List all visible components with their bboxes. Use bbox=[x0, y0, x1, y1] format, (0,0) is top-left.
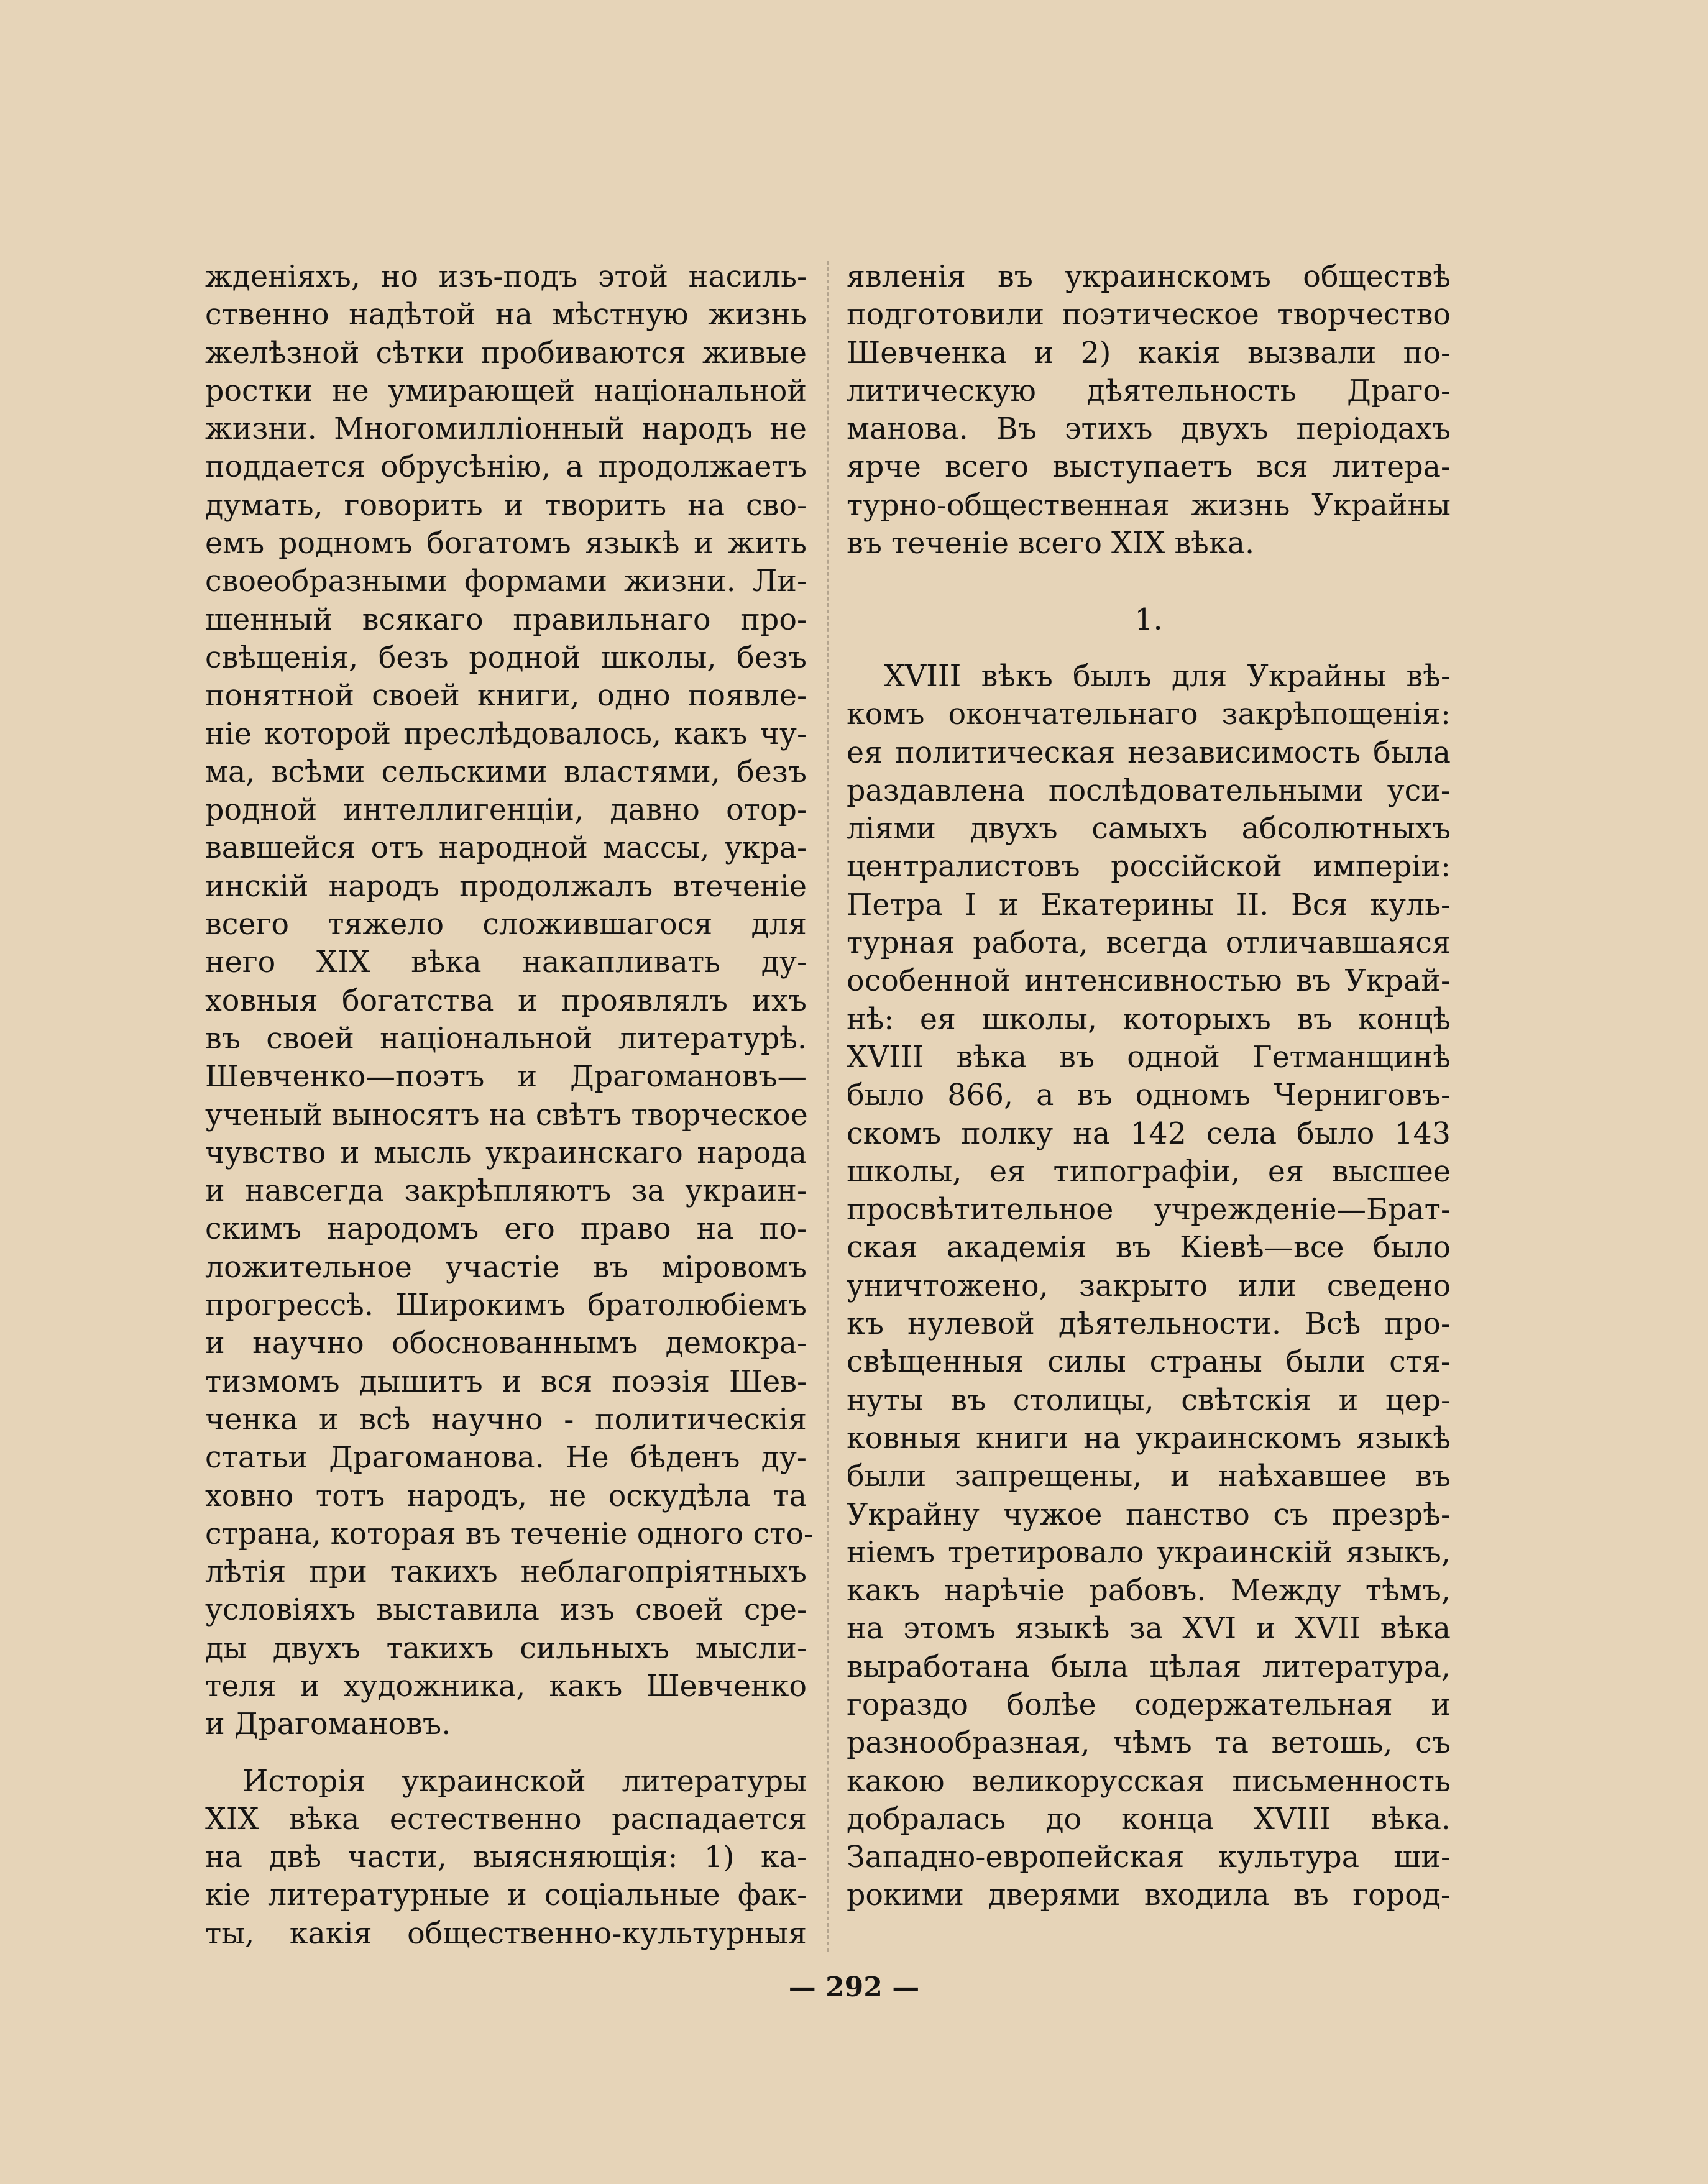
text-line: теля и художника, какъ Шевченко bbox=[205, 1669, 807, 1704]
text-line: въ теченіе всего XIX вѣка. bbox=[847, 526, 1255, 561]
paragraph-spacer bbox=[205, 1744, 807, 1763]
text-line: на этомъ языкѣ за XVI и XVII вѣка bbox=[847, 1612, 1451, 1646]
text-line: особенной интенсивностью въ Украй- bbox=[847, 964, 1451, 999]
text-line: и Драгомановъ. bbox=[205, 1707, 451, 1742]
text-line: какою великорусская письменность bbox=[847, 1764, 1451, 1799]
text-line: статьи Драгоманова. Не бѣденъ ду- bbox=[205, 1441, 807, 1475]
text-line: думать, говорить и творить на сво- bbox=[205, 488, 807, 523]
text-line: явленія въ украинскомъ обществѣ bbox=[847, 260, 1451, 294]
text-line: въ своей національной литературѣ. bbox=[205, 1021, 807, 1056]
text-line: XVIII вѣка въ одной Гетманщинѣ bbox=[847, 1040, 1451, 1075]
text-line: понятной своей книги, одно появле- bbox=[205, 679, 807, 713]
text-line: скомъ полку на 142 села было 143 bbox=[847, 1116, 1451, 1151]
text-line: ды двухъ такихъ сильныхъ мысли- bbox=[205, 1631, 807, 1666]
text-line: тизмомъ дышитъ и вся поэзія Шев- bbox=[205, 1364, 807, 1399]
text-line: кіе литературные и соціальные фак- bbox=[205, 1878, 807, 1913]
text-line: XVIII вѣкъ былъ для Украйны вѣ- bbox=[884, 659, 1451, 694]
text-line: были запрещены, и наѣхавшее въ bbox=[847, 1459, 1451, 1494]
text-line: вавшейся отъ народной массы, укра- bbox=[205, 831, 807, 866]
text-line: гораздо болѣе содержательная и bbox=[847, 1687, 1451, 1722]
text-line: какъ нарѣчіе рабовъ. Между тѣмъ, bbox=[847, 1574, 1451, 1608]
text-line: лѣтія при такихъ неблагопріятныхъ bbox=[205, 1555, 807, 1590]
text-line: къ нулевой дѣятельности. Всѣ про- bbox=[847, 1307, 1451, 1342]
text-line: поддается обрусѣнію, а продолжаетъ bbox=[205, 450, 807, 485]
text-line: XIX вѣка естественно распадается bbox=[205, 1802, 807, 1837]
text-line: страна, которая въ теченіе одного сто- bbox=[205, 1516, 814, 1551]
page-number: — 292 — bbox=[788, 1971, 920, 2003]
right-column bbox=[847, 258, 1451, 1915]
text-line: шенный всякаго правильнаго про- bbox=[205, 602, 807, 637]
text-line: своеобразными формами жизни. Ли- bbox=[205, 564, 807, 599]
text-line: него XIX вѣка накапливать ду- bbox=[205, 945, 807, 980]
text-line: турная работа, всегда отличавшаяся bbox=[847, 926, 1451, 961]
text-line: инскій народъ продолжалъ втеченіе bbox=[205, 869, 807, 904]
text-line: емъ родномъ богатомъ языкѣ и жить bbox=[205, 526, 807, 561]
text-line: условіяхъ выставила изъ своей сре- bbox=[205, 1593, 807, 1628]
text-line: централистовъ россійской имперіи: bbox=[847, 850, 1451, 884]
text-line: манова. Въ этихъ двухъ періодахъ bbox=[847, 412, 1451, 447]
text-line: Петра I и Екатерины II. Вся куль- bbox=[847, 888, 1451, 922]
section-spacer-small bbox=[847, 639, 1451, 658]
text-line: школы, ея типографіи, ея высшее bbox=[847, 1154, 1451, 1189]
text-line: выработана была цѣлая литература, bbox=[847, 1649, 1451, 1684]
text-line: добралась до конца XVIII вѣка. bbox=[847, 1802, 1451, 1837]
text-line: свѣщенія, безъ родной школы, безъ bbox=[205, 640, 807, 675]
text-line: желѣзной сѣтки пробиваются живые bbox=[205, 336, 807, 370]
text-line: Исторія украинской литературы bbox=[242, 1764, 807, 1799]
text-line: ніе которой преслѣдовалось, какъ чу- bbox=[205, 717, 807, 751]
text-line: ея политическая независимость была bbox=[847, 735, 1451, 770]
text-line: уничтожено, закрыто или сведено bbox=[847, 1269, 1451, 1303]
text-line: родной интеллигенціи, давно отор- bbox=[205, 793, 807, 828]
text-line: подготовили поэтическое творчество bbox=[847, 298, 1451, 333]
text-line: на двѣ части, выясняющія: 1) ка- bbox=[205, 1840, 807, 1875]
text-line: ніемъ третировало украинскій языкъ, bbox=[847, 1535, 1451, 1570]
text-line: жизни. Многомилліонный народъ не bbox=[205, 412, 807, 447]
text-line: ученый выносятъ на свѣтъ творческое bbox=[205, 1098, 808, 1132]
text-line: ховно тотъ народъ, не оскудѣла та bbox=[205, 1479, 807, 1513]
text-line: прогрессѣ. Широкимъ братолюбіемъ bbox=[205, 1288, 807, 1323]
text-line: разнообразная, чѣмъ та ветошь, съ bbox=[847, 1726, 1451, 1761]
text-line: жденіяхъ, но изъ-подъ этой насиль- bbox=[205, 260, 807, 294]
text-line: Западно-европейская культура ши- bbox=[847, 1840, 1451, 1875]
text-line: раздавлена послѣдовательными уси- bbox=[847, 773, 1451, 808]
text-line: Украйну чужое панство съ презрѣ- bbox=[847, 1497, 1451, 1532]
text-line: турно-общественная жизнь Украйны bbox=[847, 488, 1451, 523]
text-line: комъ окончательнаго закрѣпощенія: bbox=[847, 697, 1451, 732]
text-line: ственно надѣтой на мѣстную жизнь bbox=[205, 298, 807, 333]
text-line: ховныя богатства и проявлялъ ихъ bbox=[205, 983, 807, 1018]
text-line: и научно обоснованнымъ демокра- bbox=[205, 1326, 807, 1361]
right-paragraph-1 bbox=[847, 258, 1451, 562]
text-line: ковныя книги на украинскомъ языкѣ bbox=[847, 1421, 1451, 1456]
section-spacer bbox=[847, 562, 1451, 600]
text-line: литическую дѣятельность Драго- bbox=[847, 374, 1451, 408]
text-line: ліями двухъ самыхъ абсолютныхъ bbox=[847, 812, 1451, 847]
text-line: рокими дверями входила въ город- bbox=[847, 1878, 1451, 1913]
text-line: нуты въ столицы, свѣтскія и цер- bbox=[847, 1383, 1451, 1418]
text-line: свѣщенныя силы страны были стя- bbox=[847, 1345, 1451, 1380]
text-line: ма, всѣми сельскими властями, безъ bbox=[205, 755, 807, 789]
text-line: ченка и всѣ научно - политическія bbox=[205, 1402, 807, 1437]
text-line: чувство и мысль украинскаго народа bbox=[205, 1136, 807, 1170]
text-line: ростки не умирающей національной bbox=[205, 374, 807, 408]
left-column bbox=[205, 258, 814, 1953]
text-line: просвѣтительное учрежденіе—Брат- bbox=[847, 1193, 1451, 1227]
text-line: ты, какія общественно-культурныя bbox=[205, 1916, 807, 1951]
text-line: нѣ: ея школы, которыхъ въ концѣ bbox=[847, 1002, 1451, 1037]
text-line: ложительное участіе въ міровомъ bbox=[205, 1250, 807, 1285]
text-line: и навсегда закрѣпляютъ за украин- bbox=[205, 1174, 807, 1209]
left-paragraph-2 bbox=[205, 1763, 807, 1953]
section-number: 1. bbox=[1134, 602, 1163, 637]
text-line: было 866, а въ одномъ Черниговъ- bbox=[847, 1078, 1451, 1113]
text-line: ская академія въ Кіевѣ—все было bbox=[847, 1231, 1451, 1265]
text-line: Шевченка и 2) какія вызвали по- bbox=[847, 336, 1451, 370]
right-section-paragraph bbox=[847, 658, 1451, 1915]
left-paragraph-1 bbox=[205, 258, 814, 1744]
text-line: скимъ народомъ его право на по- bbox=[205, 1212, 807, 1247]
text-line: ярче всего выступаетъ вся литера- bbox=[847, 450, 1451, 485]
text-line: всего тяжело сложившагося для bbox=[205, 907, 807, 942]
column-divider bbox=[827, 261, 829, 1952]
text-line: Шевченко—поэтъ и Драгомановъ— bbox=[205, 1060, 807, 1094]
